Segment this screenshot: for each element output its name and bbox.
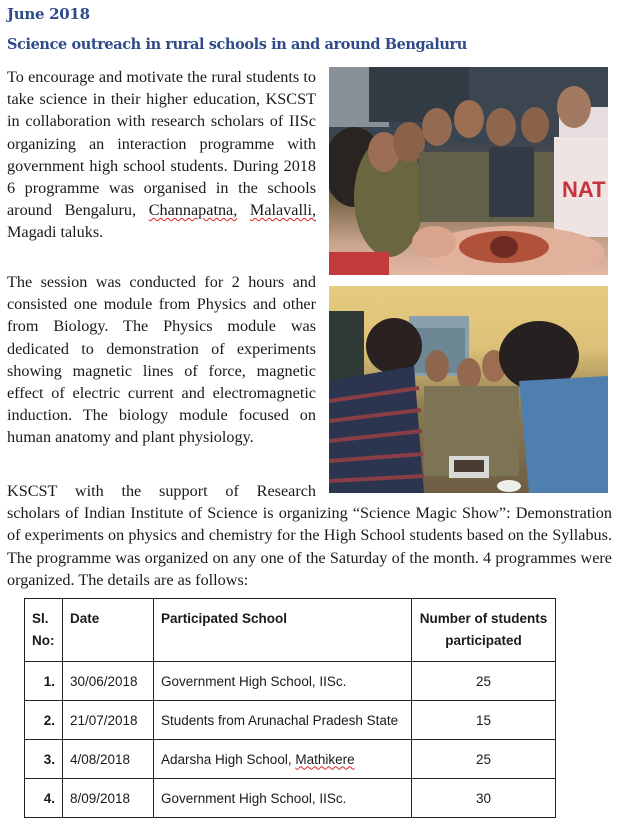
session-paragraph: The session was conducted for 2 hours and consisted one module from Physics and other from Biology. The Physics module was dedicated to demonstration of experiments showing magnetic lines of force, magnetic effect of electric current and electromagnetic induction. The biology module focused on human anatomy and plant physiology.	[7, 273, 316, 447]
header-count: Number of students participated	[412, 599, 556, 662]
intro-end: Magadi taluks.	[7, 223, 104, 242]
section-title: Science outreach in rural schools in and around Bengaluru	[7, 36, 467, 53]
intro-paragraph	[7, 66, 316, 244]
photo-anatomy-illustration	[329, 67, 608, 275]
svg-text:NAT: NAT	[562, 177, 606, 202]
row-date: 4/08/2018	[63, 740, 154, 779]
row-sl-no: 2.	[25, 701, 63, 740]
header-school: Participated School	[154, 599, 412, 662]
photo-anatomy-model	[329, 67, 608, 275]
magic-show-first-line: KSCST with the support of Research	[7, 482, 316, 500]
place-channapatna: Channapatna,	[148, 201, 238, 220]
row-school: Government High School, IISc.	[154, 662, 412, 701]
place-malavalli: Malavalli,	[249, 201, 316, 220]
intro-text: To encourage and motivate the rural students to take science in their higher education, KSCST in collaboration with research scholars of IISc organizing an interaction programme with government high school students. During 2018 6 programme was organised in the schools around Bengaluru,	[7, 68, 316, 220]
photo-physics-illustration	[329, 286, 608, 493]
magic-show-text: scholars of Indian Institute of Science is organizing “Science Magic Show”: Demonstration of experiments on physics and chemistry for the High School students based on the Syllabus. The programme was organized on any one of the Saturday of the month. 4 programmes were organized. The details are as follows:	[7, 504, 612, 589]
table-header-row	[25, 599, 556, 662]
row-count: 25	[412, 740, 556, 779]
programmes-table	[24, 598, 556, 818]
row-school: Adarsha High School, Mathikere	[154, 740, 412, 779]
header-date: Date	[63, 599, 154, 662]
row-date: 8/09/2018	[63, 779, 154, 818]
programmes-table-container	[24, 598, 556, 818]
table-row	[25, 662, 556, 701]
row-count: 15	[412, 701, 556, 740]
row-date: 21/07/2018	[63, 701, 154, 740]
row-count: 30	[412, 779, 556, 818]
photo-physics-demo	[329, 286, 608, 493]
row-school: Students from Arunachal Pradesh State	[154, 701, 412, 740]
spelling-flag-mathikere: Mathikere	[295, 751, 355, 767]
header-sl-no: Sl. No:	[25, 599, 63, 662]
row-count: 25	[412, 662, 556, 701]
table-row	[25, 701, 556, 740]
table-row	[25, 779, 556, 818]
row-sl-no: 4.	[25, 779, 63, 818]
row-sl-no: 1.	[25, 662, 63, 701]
month-title: June 2018	[7, 5, 90, 23]
row-school: Government High School, IISc.	[154, 779, 412, 818]
magic-show-paragraph	[7, 480, 612, 591]
table-row	[25, 740, 556, 779]
row-sl-no: 3.	[25, 740, 63, 779]
row-date: 30/06/2018	[63, 662, 154, 701]
